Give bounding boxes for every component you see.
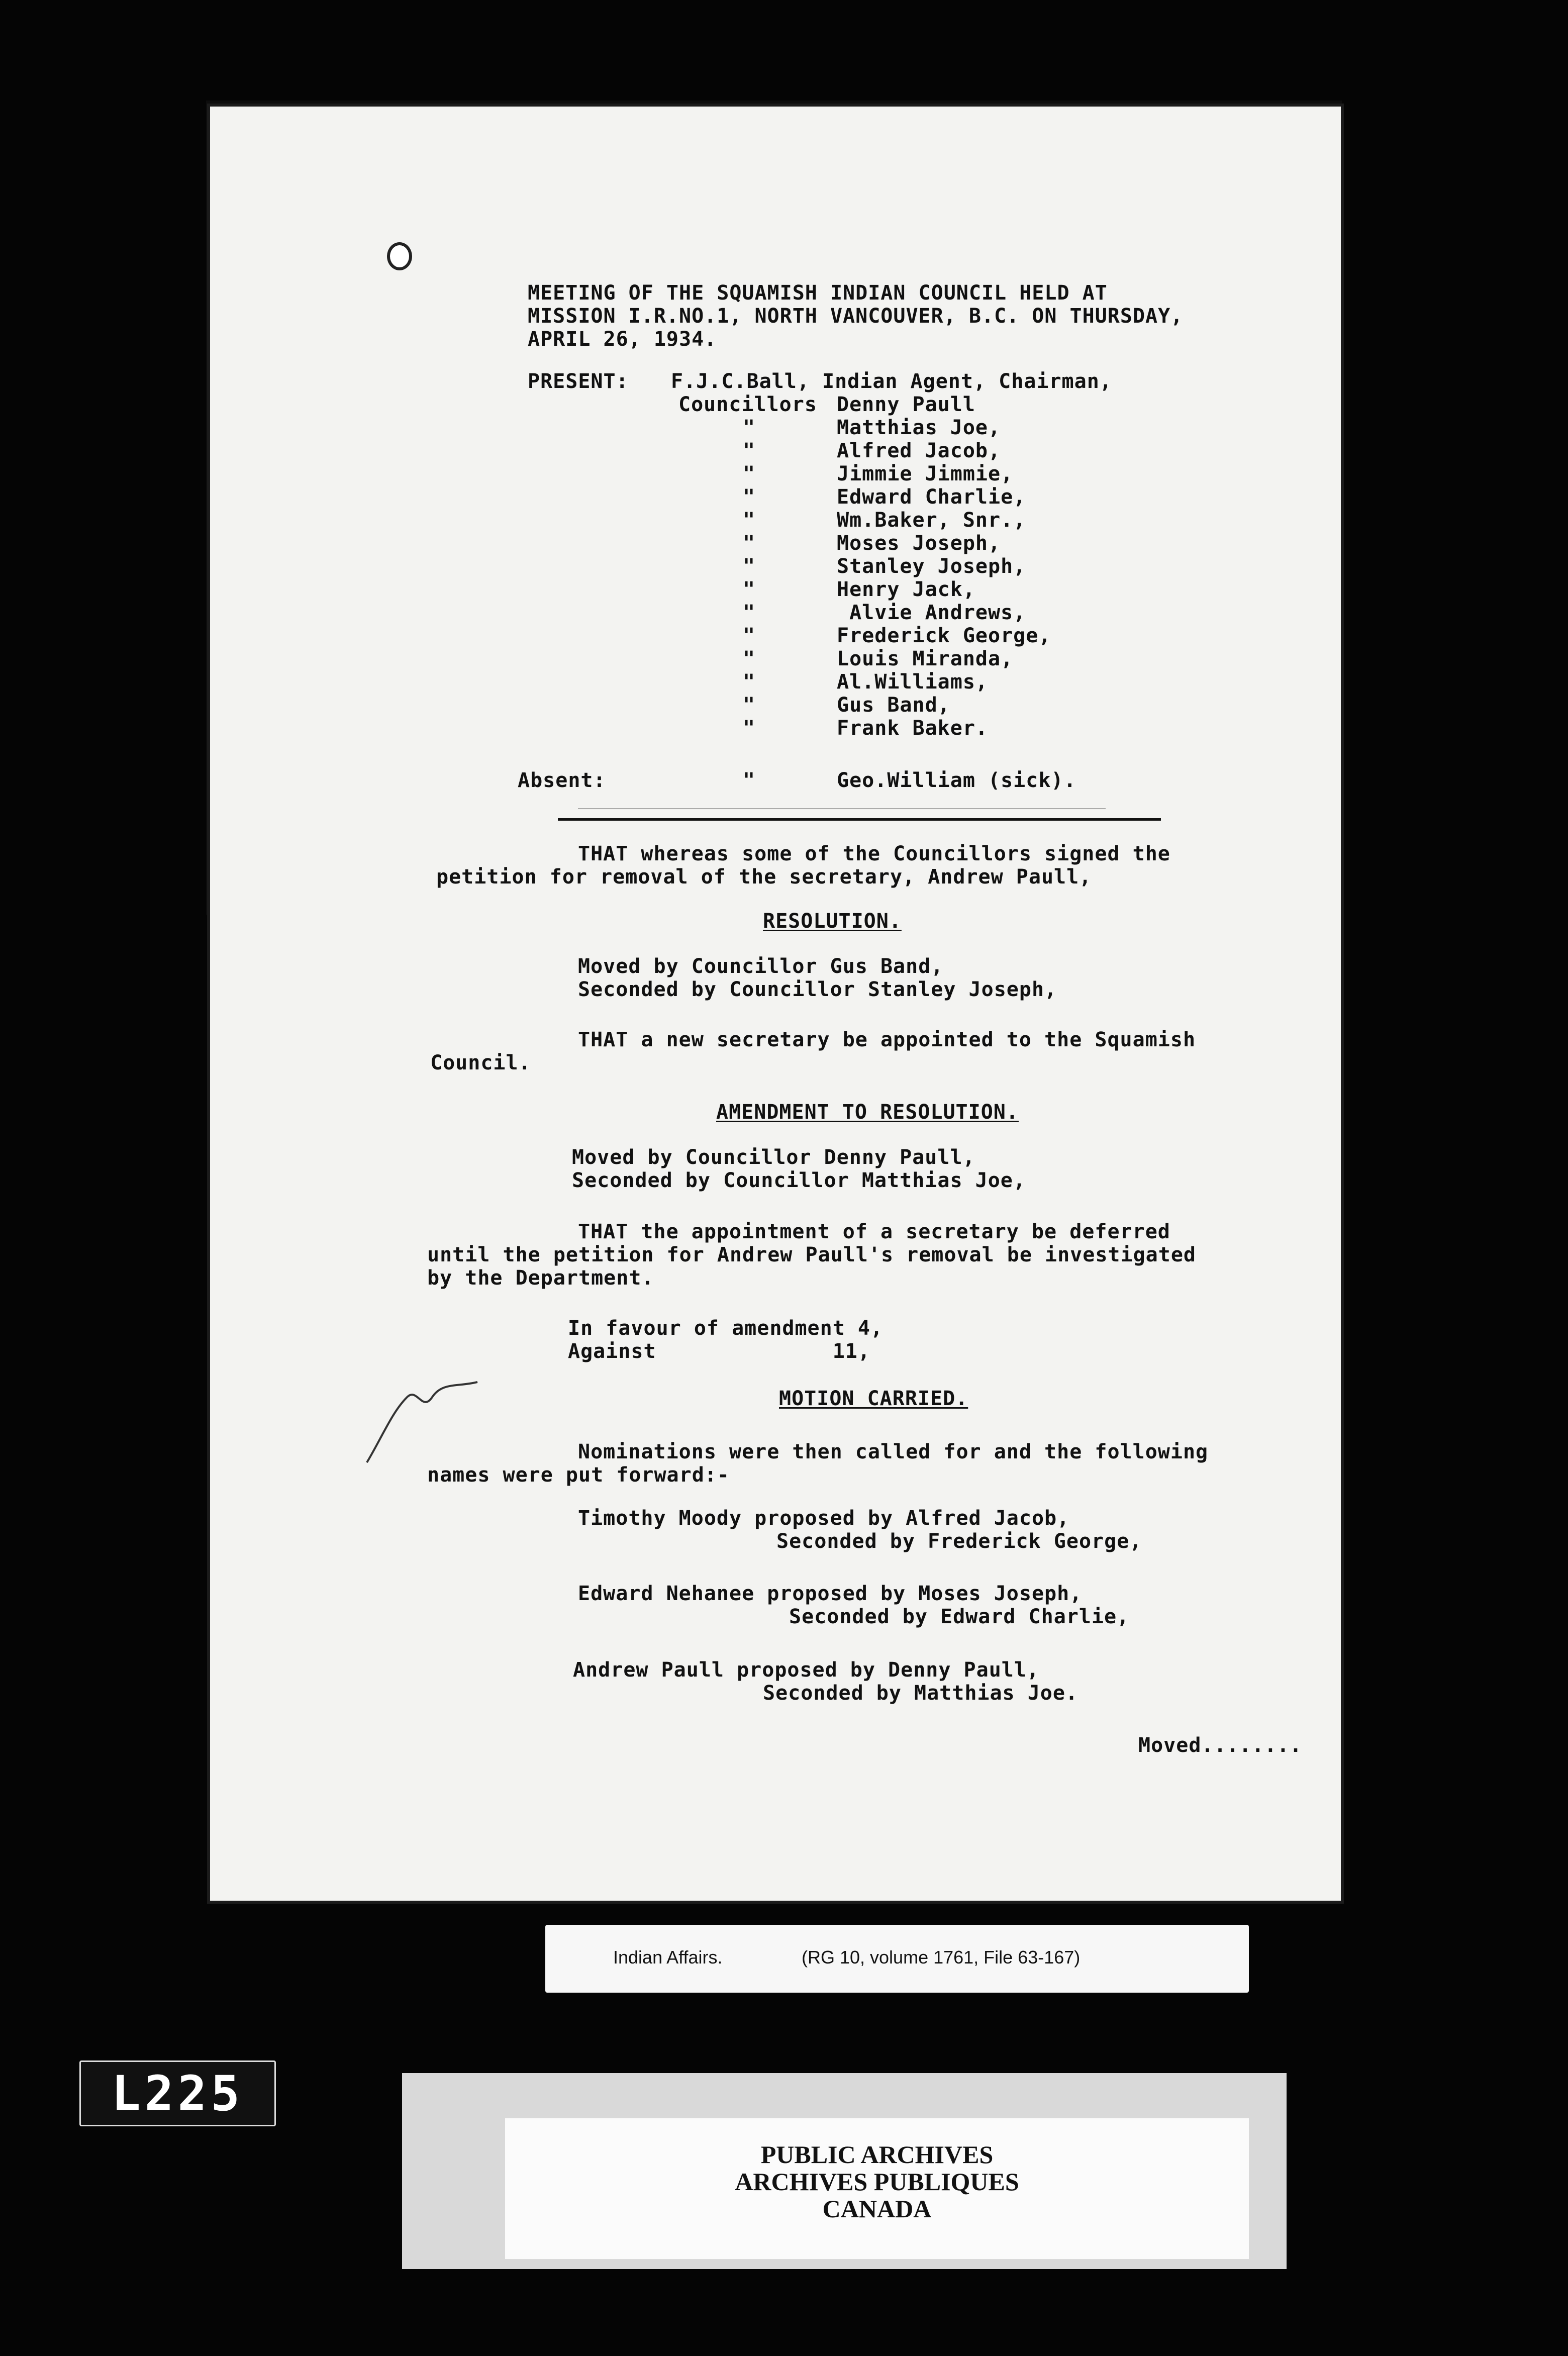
ditto-mark: " — [743, 624, 755, 647]
preamble-line-2: petition for removal of the secretary, Andrew Paull, — [436, 865, 1092, 889]
archives-line-3: CANADA — [822, 2195, 932, 2223]
preamble-line-1: THAT whereas some of the Councillors signed the — [578, 842, 1170, 865]
councillor-name: Frederick George, — [837, 624, 1051, 647]
amendment-text-line-1: THAT the appointment of a secretary be deferred — [578, 1220, 1170, 1243]
divider-line — [558, 818, 1161, 821]
councillor-name: Jimmie Jimmie, — [837, 462, 1014, 485]
amendment-moved: Moved by Councillor Denny Paull, — [572, 1146, 975, 1169]
meeting-heading-line-1: MEETING OF THE SQUAMISH INDIAN COUNCIL HELD AT — [528, 281, 1108, 305]
chairman-line: F.J.C.Ball, Indian Agent, Chairman, — [671, 370, 1112, 393]
ditto-mark: " — [743, 439, 755, 462]
resolution-text-line-1: THAT a new secretary be appointed to the Squamish — [578, 1028, 1196, 1051]
ditto-mark: " — [743, 601, 755, 624]
amendment-text-line-3: by the Department. — [427, 1266, 654, 1290]
frame-number: L225 — [79, 2060, 276, 2126]
file-reference: (RG 10, volume 1761, File 63-167) — [802, 1947, 1081, 1968]
reference-label-card — [545, 1925, 1249, 1993]
ditto-mark: " — [743, 509, 755, 532]
councillor-name: Frank Baker. — [837, 717, 988, 740]
continued-marker: Moved........ — [1138, 1734, 1303, 1757]
public-archives-card — [505, 2118, 1249, 2259]
ditto-mark: " — [743, 416, 755, 439]
councillor-name: Denny Paull — [837, 393, 975, 416]
divider-faint — [578, 808, 1106, 809]
agency-label: Indian Affairs. — [613, 1947, 723, 1968]
ditto-mark: " — [743, 769, 755, 792]
nomination-seconded: Seconded by Frederick George, — [776, 1530, 1142, 1553]
ditto-mark: " — [743, 555, 755, 578]
absent-label: Absent: — [518, 769, 606, 792]
nomination-proposed: Andrew Paull proposed by Denny Paull, — [573, 1658, 1040, 1682]
present-label: PRESENT: — [528, 370, 629, 393]
councillor-name: Al.Williams, — [837, 670, 988, 694]
archives-line-1: PUBLIC ARCHIVES — [760, 2140, 994, 2169]
punch-hole-icon — [387, 242, 412, 270]
ditto-mark: " — [743, 532, 755, 555]
councillor-name: Moses Joseph, — [837, 532, 1001, 555]
ditto-mark: " — [743, 694, 755, 717]
ditto-mark: " — [743, 717, 755, 740]
vote-against: Against 11, — [568, 1340, 870, 1363]
resolution-moved: Moved by Councillor Gus Band, — [578, 955, 944, 978]
ditto-mark: " — [743, 647, 755, 670]
absent-name: Geo.William (sick). — [837, 769, 1076, 792]
councillor-name: Stanley Joseph, — [837, 555, 1026, 578]
archives-line-2: ARCHIVES PUBLIQUES — [735, 2168, 1019, 2196]
nomination-proposed: Edward Nehanee proposed by Moses Joseph, — [578, 1582, 1083, 1605]
councillor-name: Louis Miranda, — [837, 647, 1014, 670]
ditto-mark: " — [743, 670, 755, 694]
nominations-intro-line-1: Nominations were then called for and the following — [578, 1440, 1209, 1463]
councillors-label: Councillors — [678, 393, 817, 416]
meeting-heading-line-2: MISSION I.R.NO.1, NORTH VANCOUVER, B.C. ON THURSDAY, — [528, 305, 1184, 328]
councillor-name: Alvie Andrews, — [837, 601, 1026, 624]
amendment-seconded: Seconded by Councillor Matthias Joe, — [572, 1169, 1026, 1192]
nomination-seconded: Seconded by Edward Charlie, — [789, 1605, 1130, 1628]
resolution-heading: RESOLUTION. — [763, 910, 902, 933]
amendment-text-line-2: until the petition for Andrew Paull's removal be investigated — [427, 1243, 1197, 1266]
nomination-seconded: Seconded by Matthias Joe. — [763, 1682, 1079, 1705]
meeting-heading-line-3: APRIL 26, 1934. — [528, 328, 717, 351]
councillor-name: Matthias Joe, — [837, 416, 1001, 439]
nominations-intro-line-2: names were put forward:- — [427, 1463, 730, 1487]
councillor-name: Henry Jack, — [837, 578, 975, 601]
councillor-name: Alfred Jacob, — [837, 439, 1001, 462]
nomination-proposed: Timothy Moody proposed by Alfred Jacob, — [578, 1507, 1070, 1530]
ditto-mark: " — [743, 578, 755, 601]
handwritten-scrawl-icon — [362, 1367, 493, 1467]
ditto-mark: " — [743, 462, 755, 485]
amendment-heading: AMENDMENT TO RESOLUTION. — [716, 1101, 1019, 1124]
ditto-mark: " — [743, 485, 755, 509]
councillor-name: Gus Band, — [837, 694, 950, 717]
resolution-text-line-2: Council. — [430, 1051, 531, 1074]
motion-carried-heading: MOTION CARRIED. — [779, 1387, 968, 1410]
vote-in-favour: In favour of amendment 4, — [568, 1317, 884, 1340]
councillor-name: Wm.Baker, Snr., — [837, 509, 1026, 532]
councillor-name: Edward Charlie, — [837, 485, 1026, 509]
resolution-seconded: Seconded by Councillor Stanley Joseph, — [578, 978, 1057, 1001]
